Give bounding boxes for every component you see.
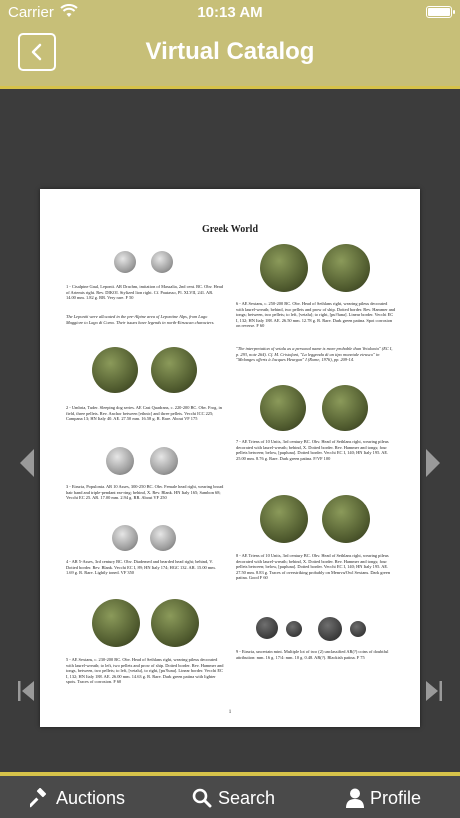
status-bar: [0, 0, 460, 26]
coin-image: [92, 599, 140, 647]
coin-image: [322, 244, 370, 292]
lot-description: 9 - Etruria, uncertain mint. Multiple lot of two (2) unclassified AR(?) coins of doubtful attribution: mm. 16 g. 17/4: mm. 10 g. 0.48. AR(?). Blackish patina. F 75: [236, 649, 389, 660]
lot-description: 7 - AE Triens of 10 Units, 3rd century BC. Obv. Head of Sethlans right, wearing pileus decorated with laurel-wreath; behind, X. Dotted border. Rev. Hammer and tongs; four pellets between; below, [pupluna]. Dotted border. Vecchi EC I, 140; HN Italy 195. AE. 25.00 mm. 8.76 g. Rare. Dark green patina. F/VF 100: [236, 439, 389, 461]
lot-description: 3 - Etruria, Populonia. AR 10 Asses, 300-250 BC. Obv. Female head right, wearing broad hair band and triple-pendant ear-ring; behind, X. Rev. Blank. HN Italy 165; Sambon 68; Vecchi EC 25. AR. 17.00 mm. 2.94 g. RR. About VF 250: [66, 484, 224, 501]
gavel-icon: [30, 788, 50, 808]
person-icon: [346, 788, 364, 808]
tab-label: Profile: [370, 787, 422, 808]
coin-image: [322, 495, 370, 543]
coin-image: [318, 617, 342, 641]
coin-image: [151, 251, 173, 273]
coin-image: [260, 244, 308, 292]
lot-description: 4 - AR 5-Asses, 3rd century BC. Obv. Diademed and bearded head right; behind, V. Dotted border. Rev. Blank. Vecchi EC I, 89; HN Italy 174; HGC 132. AR. 15.00 mm. 1.69 g. R. Rare. Lightly toned. VF 350: [66, 559, 216, 576]
tab-auctions[interactable]: [30, 785, 125, 811]
page-number: 1: [228, 710, 232, 715]
tab-label: Search: [218, 787, 276, 808]
coin-image: [112, 525, 138, 551]
coin-image: [260, 495, 308, 543]
lot-description: 1 - Cisalpine Gaul, Leponti. AR Drachm, imitation of Massalia, 2nd cent. BC. Obv. Head of Artemis right. Rev. DIKOI. Stylized lion right. Cf. Pautasso, Pl. XLVII, 241. AR. 14.00 mm. 1.82 g. RR. Very rare. F 50: [66, 284, 223, 301]
search-icon: [192, 788, 212, 808]
page-title: Virtual Catalog: [145, 38, 315, 65]
coin-image: [322, 385, 368, 431]
coin-image: [256, 617, 278, 639]
tab-bar: [0, 776, 460, 818]
header-divider: [0, 86, 460, 89]
lot-description: 6 - AE Sextans, c. 250-200 BC. Obv. Head of Sethlans right, wearing pileus decorated with laurel-wreath; behind, two pellets and prow of ship. Dotted border. Rev. Hammer and tongs; between, two pellets; to left, [vetalu]; to right, [pu?luna]. Linear border. Vecchi EC I, 132; HN Italy 188. AE. 26.50 mm. 12.78 g. R. Rare. Dark green patina. Spot corrosion on reverse. F 60: [236, 301, 396, 329]
catalog-page[interactable]: [40, 189, 420, 727]
last-page-icon[interactable]: [426, 679, 442, 703]
catalog-heading: Greek World: [201, 224, 259, 235]
tab-profile[interactable]: [346, 785, 421, 811]
lot-description: 5 - AE Sextans, c. 230-200 BC. Obv. Head of Sethlans right, wearing pileus decorated with laurel-wreath; to left, two pellets and prow of ship. Dotted border. Rev. Hammer and tongs, between, two pellets; to left, [vetalu], to right, [pu?luna]. Linear border. Vecchi EC I, 132; HN Italy 188. AE. 26.00 mm. 14.63 g. R. Rare. Dark green patina with lighter spots. Traces of corrosion. F 60: [66, 657, 224, 685]
next-page-arrow-icon[interactable]: [426, 449, 440, 477]
coin-image: [260, 385, 306, 431]
coin-image: [151, 347, 197, 393]
coin-image: [92, 347, 138, 393]
coin-image: [151, 599, 199, 647]
coin-image: [114, 251, 136, 273]
coin-image: [150, 525, 176, 551]
coin-image: [106, 447, 134, 475]
coin-image: [350, 621, 366, 637]
carrier-label: Carrier: [8, 4, 54, 21]
tab-label: Auctions: [56, 787, 126, 808]
coin-image: [150, 447, 178, 475]
battery-icon: [426, 6, 452, 18]
previous-page-arrow-icon[interactable]: [20, 449, 34, 477]
lot-description: 8 - AE Triens of 10 Units, 3rd century BC. Obv. Head of Sethlans right, wearing pileus decorated with laurel-wreath; behind, X. Dotted border. Rev. Hammer and tongs; four pellets between; below, [pupluna]. Dotted border. Vecchi EC I, 140; HN Italy 195. AE. 27.50 mm. 8.83 g. Traces of overstriking probably on Menrva/Owl Sextans. Dark green patina. Good F 60: [236, 553, 391, 581]
lot-note: "The interpretation of vetalu as a personal name is more probable than Vetulonia" (EC I, p. 293, note 264). Cf. M. Cristofani, "La leggenda di un tipo monetale etrusco" in "Melanges offerts à Jacques Heurgon" I (Rome, 1976), pp. 209-14.: [236, 346, 393, 363]
navigation-header: [0, 0, 460, 88]
lot-description: 2 - Umbria, Tuder. Sleeping dog series. AE Cast Quadrans, c. 220-200 BC. Obv. Frog, in field, three pellets. Rev. Anchor between [ethnic] and three pellets. Vecchi ICC 225; Campana 13; HN Italy 40. AE. 27.50 mm. 16.58 g. R. Rare. About VF 175: [66, 405, 222, 422]
tab-search[interactable]: [192, 785, 275, 811]
coin-image: [286, 621, 302, 637]
clock: 10:13 AM: [197, 4, 263, 21]
lot-note: The Lepontii were allocated in the pre-Alpine area of Lepontine Alps, from Lago Maggiore to Lago di Como. Their issues have legends in north-Etruscan characters.: [66, 314, 215, 325]
first-page-icon[interactable]: [18, 679, 34, 703]
